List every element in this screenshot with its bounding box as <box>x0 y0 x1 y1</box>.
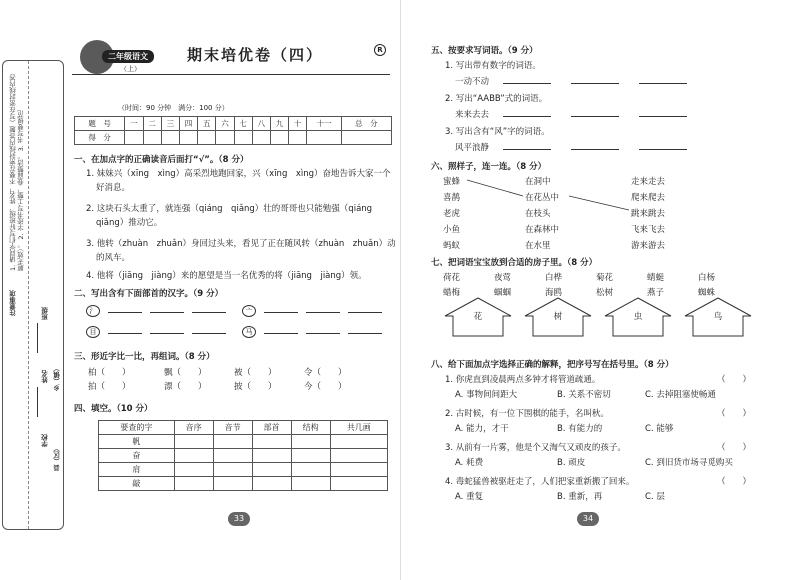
match-line <box>569 196 629 210</box>
answer-cell[interactable] <box>213 435 252 449</box>
right-page <box>400 0 800 580</box>
notes-title: 注意事项 <box>9 290 17 316</box>
match-item[interactable]: 在枝头 <box>525 209 551 219</box>
radical-row-4 <box>242 326 386 338</box>
answer-cell[interactable] <box>252 463 291 477</box>
word-item: 白杨 <box>698 273 716 283</box>
s1-q3-line2: 的风车。 <box>96 253 131 263</box>
dictionary-header-cell: 部首 <box>252 421 291 435</box>
match-item[interactable]: 跳来跳去 <box>631 209 666 219</box>
answer-paren[interactable]: （ ） <box>717 409 752 419</box>
match-item[interactable]: 爬来爬去 <box>631 193 666 203</box>
score-input-cell[interactable] <box>216 131 234 145</box>
word-item: 菊花 <box>596 273 614 283</box>
pair-group-2 <box>164 366 207 394</box>
word-item: 蜡梅 <box>443 288 461 298</box>
choice-option: A. 耗费 <box>455 458 484 468</box>
answer-paren[interactable]: （ ） <box>717 477 752 487</box>
answer-cell[interactable] <box>213 463 252 477</box>
section-4-title: 四、填空。（10 分） <box>74 404 153 414</box>
choice-question: 4. 毒蛇猛兽被驱赶走了，人们把家重新搬了回来。 <box>445 477 635 487</box>
house-insect <box>603 296 673 338</box>
radical-row-1 <box>86 305 230 317</box>
radical-2: 亠 <box>242 305 256 317</box>
seal-line <box>28 61 29 529</box>
pair-bottom: 今（ ） <box>304 382 347 392</box>
dictionary-row <box>99 477 388 491</box>
dictionary-header-row <box>99 421 388 435</box>
pair-top: 柏（ ） <box>88 368 131 378</box>
match-item[interactable]: 飞来飞去 <box>631 225 666 235</box>
score-header-cell: 总 分 <box>341 117 391 131</box>
answer-cell[interactable] <box>330 477 387 491</box>
section-1-title: 一、在加点字的正确读音后面打“√”。（8 分） <box>74 155 249 165</box>
dictionary-row <box>99 449 388 463</box>
answer-blank[interactable] <box>348 333 382 334</box>
score-input-cell[interactable] <box>252 131 270 145</box>
score-header-cell: 十 <box>289 117 307 131</box>
answer-blank[interactable] <box>306 333 340 334</box>
section-6-title: 六、照样子，连一连。（8 分） <box>431 162 547 172</box>
pair-top: 被（ ） <box>234 368 277 378</box>
s1-q2-line1: 2. 这块石头太重了，就连强（qiáng qiǎng）壮的哥哥也只能勉强（qiáng <box>86 204 373 214</box>
match-item[interactable]: 游来游去 <box>631 241 666 251</box>
answer-cell[interactable] <box>252 449 291 463</box>
radical-row-3 <box>86 326 230 338</box>
score-table <box>74 116 392 145</box>
answer-blank[interactable] <box>571 83 619 84</box>
dictionary-header-cell: 音节 <box>213 421 252 435</box>
s5-q2: 2. 写出“AABB”式的词语。 <box>445 94 548 104</box>
radical-4: 马 <box>242 326 256 338</box>
score-input-cell[interactable] <box>143 131 161 145</box>
score-input-cell[interactable] <box>289 131 307 145</box>
page-title: 期末培优卷（四） <box>187 46 324 64</box>
dictionary-header-cell: 结构 <box>291 421 330 435</box>
answer-blank[interactable] <box>503 116 551 117</box>
answer-cell[interactable] <box>213 449 252 463</box>
s1-q2-line2: qiǎng）推动它。 <box>96 218 163 228</box>
pair-bottom: 漂（ ） <box>164 382 207 392</box>
notes-text: 1. 请同学们写好班级、姓名，不要在密封线内答题（写在密封线内答题无效）。 2. 字迹书写工整，卷面整洁。 3. 书写要规范 <box>9 74 25 271</box>
dictionary-header-cell: 要查的字 <box>99 421 175 435</box>
house-flower <box>443 296 513 338</box>
section-5-title: 五、按要求写词语。（9 分） <box>431 46 538 56</box>
score-input-cell[interactable] <box>198 131 216 145</box>
answer-cell[interactable] <box>330 449 387 463</box>
section-8-title: 八、给下面加点字选择正确的解释，把序号写在括号里。（8 分） <box>431 360 674 370</box>
choice-option: C. 能够 <box>645 424 674 434</box>
word-item: 蝈蝈 <box>494 288 512 298</box>
house-label: 鸟 <box>713 312 723 322</box>
dictionary-header-cell: 音序 <box>174 421 213 435</box>
word-item: 蜘蛛 <box>698 288 716 298</box>
exam-header <box>72 34 390 94</box>
match-item[interactable]: 小鱼 <box>443 225 461 235</box>
answer-blank[interactable] <box>306 312 340 313</box>
answer-blank[interactable] <box>108 333 142 334</box>
s1-q1-line2: 好消息。 <box>96 183 131 193</box>
match-item[interactable]: 在花丛中 <box>525 193 560 203</box>
pair-bottom: 披（ ） <box>234 382 277 392</box>
radical-3: 目 <box>86 326 100 338</box>
word-item: 夜莺 <box>494 273 512 283</box>
answer-cell[interactable] <box>252 477 291 491</box>
example-word: 风平浪静 <box>455 143 490 153</box>
match-item[interactable]: 老虎 <box>443 209 461 219</box>
time-info: （时间：90 分钟 满分：100 分） <box>118 104 229 112</box>
answer-blank[interactable] <box>264 333 298 334</box>
score-header-cell: 一 <box>125 117 143 131</box>
s1-q3-line1: 3. 他转（zhuàn zhuǎn）身回过头来，看见了正在随风转（zhuàn zhuǎn）动 <box>86 239 396 249</box>
grade-badge <box>80 40 156 74</box>
answer-cell[interactable] <box>174 449 213 463</box>
choice-option: B. 关系不密切 <box>557 390 611 400</box>
matching-exercise <box>401 174 800 254</box>
choice-option: A. 能力，才干 <box>455 424 509 434</box>
s5-q3: 3. 写出含有“风”字的词语。 <box>445 127 550 137</box>
score-header-cell: 二 <box>143 117 161 131</box>
lookup-char: 敲 <box>99 477 175 491</box>
score-header-cell: 五 <box>198 117 216 131</box>
registered-icon: R <box>374 44 386 56</box>
house-label: 花 <box>473 312 483 322</box>
score-input-cell[interactable] <box>307 131 341 145</box>
dictionary-row <box>99 463 388 477</box>
score-header-cell: 十一 <box>307 117 341 131</box>
answer-cell[interactable] <box>213 477 252 491</box>
answer-blank[interactable] <box>639 83 687 84</box>
answer-blank[interactable] <box>639 149 687 150</box>
field-class: 班级 <box>41 307 49 320</box>
score-header-cell: 题 号 <box>75 117 125 131</box>
answer-cell[interactable] <box>291 477 330 491</box>
match-item[interactable]: 蚂蚁 <box>443 241 461 251</box>
dictionary-header-cell: 共几画 <box>330 421 387 435</box>
score-row-label: 得 分 <box>75 131 125 145</box>
lookup-char: 肩 <box>99 463 175 477</box>
word-item: 白桦 <box>545 273 563 283</box>
score-input-cell[interactable] <box>341 131 391 145</box>
match-column-places <box>525 174 559 254</box>
house-label: 树 <box>553 312 563 322</box>
radical-1: 氵 <box>86 305 100 317</box>
choice-option: B. 有能力的 <box>557 424 603 434</box>
answer-cell[interactable] <box>291 463 330 477</box>
score-input-cell[interactable] <box>161 131 179 145</box>
word-item: 松树 <box>596 288 614 298</box>
answer-cell[interactable] <box>252 435 291 449</box>
dictionary-table <box>98 420 388 491</box>
choice-option: C. 去掉阻塞使畅通 <box>645 390 716 400</box>
choice-option: C. 到旧货市场寻觅购买 <box>645 458 733 468</box>
field-county: 县（区） <box>53 445 61 471</box>
score-input-cell[interactable] <box>234 131 252 145</box>
house-bird <box>683 296 753 338</box>
field-school: 学校 <box>41 434 49 447</box>
choice-question: 3. 从前有一片雾，他是个又淘气又顽皮的孩子。 <box>445 443 626 453</box>
s1-q4: 4. 他将（jiāng jiàng）来的愿望是当一名优秀的将（jiāng jiàng）领。 <box>86 271 367 281</box>
word-item: 燕子 <box>647 288 665 298</box>
answer-cell[interactable] <box>291 435 330 449</box>
answer-cell[interactable] <box>174 463 213 477</box>
pair-group-1 <box>88 366 131 394</box>
choice-option: A. 重复 <box>455 492 484 502</box>
answer-blank[interactable] <box>571 116 619 117</box>
s5-q1-row <box>455 76 691 88</box>
binding-sidebar <box>2 60 64 530</box>
score-header-cell: 四 <box>179 117 197 131</box>
answer-cell[interactable] <box>291 449 330 463</box>
matching-lines <box>401 174 800 254</box>
score-input-cell[interactable] <box>125 131 143 145</box>
answer-blank[interactable] <box>150 333 184 334</box>
score-header-row <box>75 117 392 131</box>
answer-blank[interactable] <box>192 312 226 313</box>
answer-blank[interactable] <box>264 312 298 313</box>
score-input-cell[interactable] <box>270 131 288 145</box>
answer-cell[interactable] <box>174 435 213 449</box>
house-tree <box>523 296 593 338</box>
lookup-char: 奋 <box>99 449 175 463</box>
s1-q1-line1: 1. 妹妹兴（xīng xìng）高采烈地跑回家，兴（xīng xìng）奋地告诉大家一个 <box>86 169 391 179</box>
answer-blank[interactable] <box>503 83 551 84</box>
answer-blank[interactable] <box>192 333 226 334</box>
section-3-title: 三、形近字比一比，再组词。（8 分） <box>74 352 215 362</box>
pair-top: 令（ ） <box>304 368 347 378</box>
choice-question: 1. 你虎直到凌晨两点多钟才将管道疏通。 <box>445 375 601 385</box>
answer-paren[interactable]: （ ） <box>717 375 752 385</box>
answer-blank[interactable] <box>571 149 619 150</box>
match-column-actions <box>631 174 665 254</box>
pair-bottom: 拍（ ） <box>88 382 131 392</box>
answer-cell[interactable] <box>174 477 213 491</box>
match-item[interactable]: 在洞中 <box>525 177 551 187</box>
match-column-animals <box>443 174 460 254</box>
choice-option: C. 层 <box>645 492 665 502</box>
score-header-cell: 八 <box>252 117 270 131</box>
radical-row-2 <box>242 305 386 317</box>
field-name: 姓名 <box>41 370 49 383</box>
score-header-cell: 七 <box>234 117 252 131</box>
match-item[interactable]: 在水里 <box>525 241 551 251</box>
choice-question: 2. 古时候，有一位下围棋的能手，名叫秋。 <box>445 409 609 419</box>
s5-q2-row <box>455 109 691 121</box>
page-number: 34 <box>577 512 599 526</box>
match-item[interactable]: 在森林中 <box>525 225 560 235</box>
example-word: 一动不动 <box>455 77 490 87</box>
choice-option: B. 重新，再 <box>557 492 603 502</box>
pair-group-3 <box>234 366 277 394</box>
choice-option: A. 事物间间距大 <box>455 390 518 400</box>
page-number: 33 <box>228 512 250 526</box>
example-word: 来来去去 <box>455 110 490 120</box>
score-input-cell[interactable] <box>179 131 197 145</box>
answer-cell[interactable] <box>330 435 387 449</box>
s5-q3-row <box>455 142 691 154</box>
score-header-cell: 六 <box>216 117 234 131</box>
word-item: 海鸥 <box>545 288 563 298</box>
answer-blank[interactable] <box>108 312 142 313</box>
field-town: 乡（镇） <box>53 365 61 391</box>
pair-group-4 <box>304 366 347 394</box>
section-7-title: 七、把词语宝宝放到合适的房子里。（8 分） <box>431 258 598 268</box>
section-2-title: 二、写出含有下面部首的汉字。（9 分） <box>74 289 224 299</box>
score-header-cell: 九 <box>270 117 288 131</box>
match-item[interactable]: 走来走去 <box>631 177 666 187</box>
match-item[interactable]: 蜜蜂 <box>443 177 461 187</box>
dictionary-row <box>99 435 388 449</box>
answer-blank[interactable] <box>503 149 551 150</box>
score-header-cell: 三 <box>161 117 179 131</box>
pair-top: 飘（ ） <box>164 368 207 378</box>
answer-cell[interactable] <box>330 463 387 477</box>
word-row-1 <box>443 271 749 283</box>
match-item[interactable]: 喜鹊 <box>443 193 461 203</box>
score-value-row <box>75 131 392 145</box>
word-item: 蜻蜓 <box>647 273 665 283</box>
answer-blank[interactable] <box>348 312 382 313</box>
badge-label: 二年级语文 <box>102 50 154 63</box>
lookup-char: 帆 <box>99 435 175 449</box>
match-line <box>467 180 523 196</box>
badge-sub: （上） <box>120 65 141 73</box>
word-item: 荷花 <box>443 273 461 283</box>
answer-blank[interactable] <box>150 312 184 313</box>
house-label: 虫 <box>633 312 643 322</box>
answer-blank[interactable] <box>639 116 687 117</box>
s5-q1: 1. 写出带有数字的词语。 <box>445 61 541 71</box>
choice-option: B. 顽皮 <box>557 458 586 468</box>
answer-paren[interactable]: （ ） <box>717 443 752 453</box>
